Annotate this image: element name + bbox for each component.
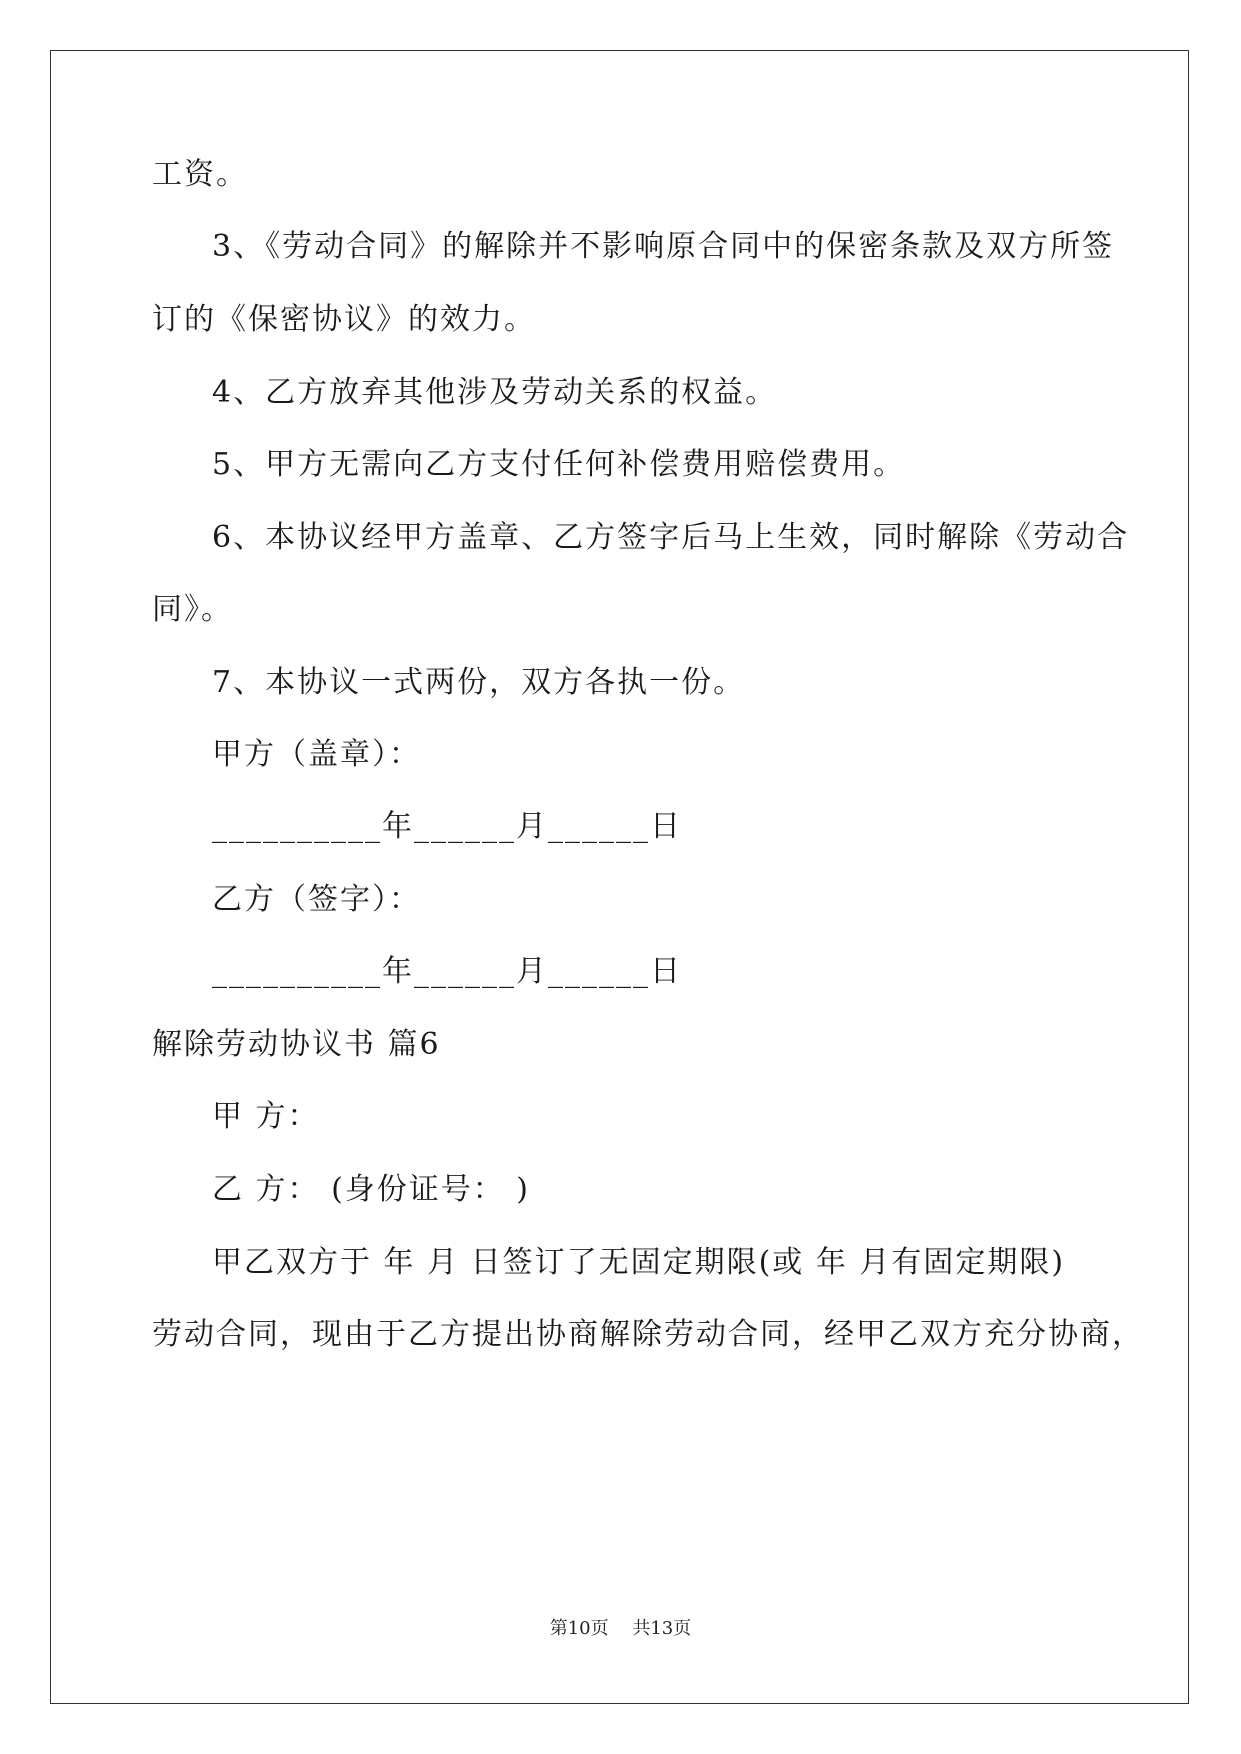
party-b-date-line: __________年______月______日 — [212, 954, 682, 989]
text-clause-4: 4、乙方放弃其他涉及劳动关系的权益。 — [212, 375, 778, 410]
text-contract-intro-continued: 劳动合同，现由于乙方提出协商解除劳动合同，经甲乙双方充分协商， — [152, 1317, 1144, 1352]
page-border — [50, 50, 1189, 1704]
page-footer — [0, 1617, 1241, 1641]
section-heading: 解除劳动协议书 篇6 — [152, 1027, 441, 1062]
text-clause-3: 3、《劳动合同》的解除并不影响原合同中的保密条款及双方所签 — [212, 229, 1115, 264]
party-a-date-line: __________年______月______日 — [212, 809, 682, 844]
page-total: 共13页 — [632, 1618, 692, 1639]
text-contract-intro: 甲乙双方于 年 月 日签订了无固定期限(或 年 月有固定期限) — [212, 1245, 1066, 1280]
party-a-label: 甲 方： — [212, 1099, 320, 1134]
party-b-signature-label: 乙方（签字）： — [212, 882, 421, 917]
text-clause-7: 7、本协议一式两份，双方各执一份。 — [212, 665, 746, 700]
text-line-wage: 工资。 — [152, 157, 248, 192]
text-clause-5: 5、甲方无需向乙方支付任何补偿费用赔偿费用。 — [212, 447, 906, 482]
party-b-label: 乙 方： (身份证号： ) — [212, 1172, 531, 1207]
page-number: 第10页 — [549, 1618, 609, 1639]
text-clause-6: 6、本协议经甲方盖章、乙方签字后马上生效，同时解除《劳动合 — [212, 520, 1130, 555]
party-a-seal-label: 甲方（盖章）： — [212, 737, 421, 772]
text-clause-3-continued: 订的《保密协议》的效力。 — [152, 302, 536, 337]
text-clause-6-continued: 同》。 — [152, 592, 233, 627]
